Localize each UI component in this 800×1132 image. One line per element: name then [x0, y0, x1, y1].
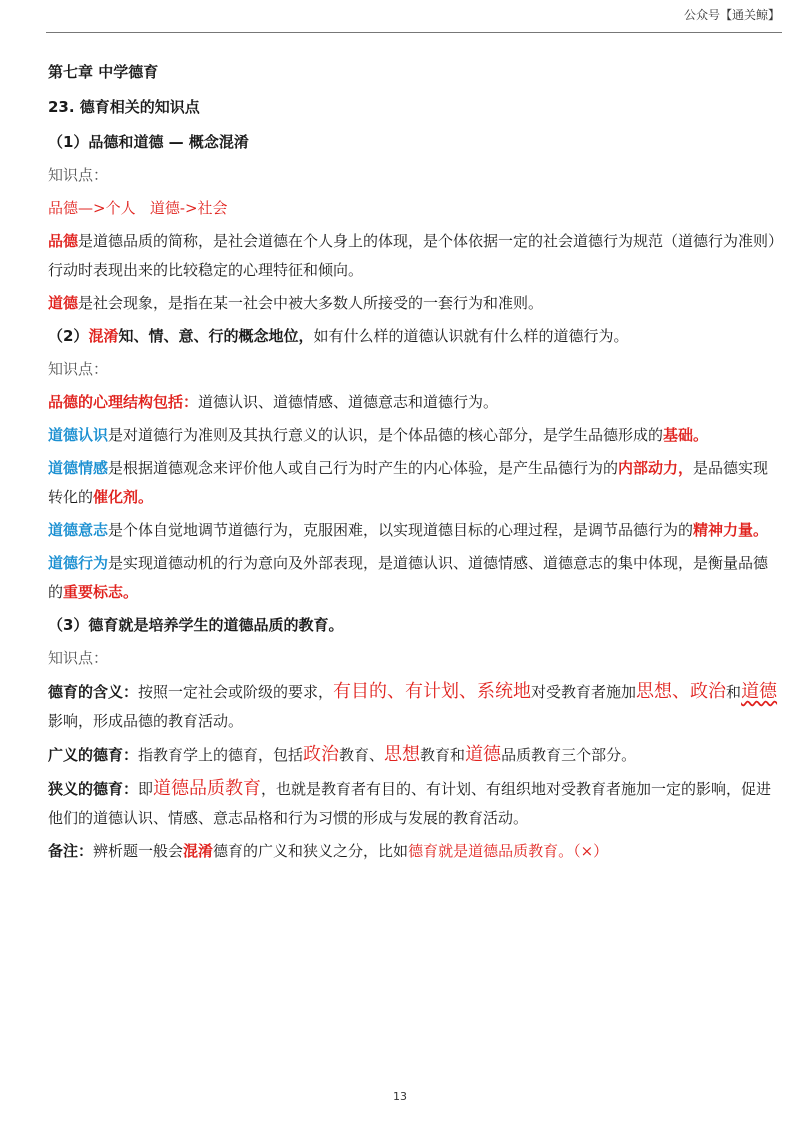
meaning-label: 德育的含义：	[48, 683, 139, 701]
part2-title-red: 混淆	[88, 327, 119, 345]
header-text: 公众号【通关鲸】	[683, 8, 780, 22]
structure-line	[48, 388, 778, 417]
part3-title: （3）德育就是培养学生的道德品质的教育。	[48, 616, 344, 634]
section-title: 23. 德育相关的知识点	[48, 98, 200, 116]
structure-label: 品德的心理结构包括：	[48, 393, 199, 411]
note-label: 备注：	[48, 842, 94, 860]
note-k1: 混淆	[183, 842, 214, 860]
note-t2: 德育的广义和狭义之分，比如	[213, 842, 409, 860]
part2-title-rest: 如有什么样的道德认识就有什么样的道德行为。	[313, 327, 629, 345]
note-t1: 辨析题一般会	[93, 842, 184, 860]
header-divider	[46, 32, 782, 33]
narrow-k1: 道德品质教育	[153, 778, 262, 799]
meaning-k1: 有目的、有计划、系统地	[333, 681, 532, 702]
note-k2: 德育就是道德品质教育。（×）	[408, 842, 609, 860]
meaning-k3: 道德	[741, 681, 778, 702]
qinggan-key2: 催化剂。	[93, 488, 154, 506]
pinde-def: 是道德品质的简称，是社会道德在个人身上的体现，是个体依据一定的社会道德行为规范（道德行为准则）行动时表现出来的比较稳定的心理特征和倾向。	[48, 232, 776, 279]
daode-term: 道德	[48, 294, 79, 312]
meaning-k2: 思想、政治	[636, 681, 727, 702]
renshi-definition	[48, 421, 778, 450]
moral-education-meaning	[48, 677, 778, 736]
qinggan-term: 道德情感	[48, 459, 109, 477]
narrow-moral-education	[48, 774, 778, 833]
meaning-t1: 按照一定社会或阶级的要求，	[138, 683, 334, 701]
xingwei-definition	[48, 549, 778, 607]
note-line	[48, 837, 778, 866]
broad-t1: 指教育学上的德育，包括	[138, 746, 304, 764]
broad-k2: 思想	[384, 744, 421, 765]
part2-title	[48, 322, 778, 351]
part2-kp-label: 知识点：	[48, 360, 109, 378]
xingwei-term: 道德行为	[48, 554, 109, 572]
xingwei-def: 是实现道德动机的行为意向及外部表现，是道德认识、道德情感、道德意志的集中体现，是衡量品德的	[48, 554, 769, 601]
qinggan-key: 内部动力，	[618, 459, 694, 477]
part3-kp-label: 知识点：	[48, 649, 109, 667]
broad-moral-education	[48, 740, 778, 770]
yizhi-def: 是个体自觉地调节道德行为，克服困难，以实现道德目标的心理过程，是调节品德行为的	[108, 521, 694, 539]
document-body	[48, 58, 778, 866]
renshi-def: 是对道德行为准则及其执行意义的认识，是个体品德的核心部分，是学生品德形成的	[108, 426, 664, 444]
narrow-t2: ，也就是教育者有目的、有计划、有组织地对受教育者施加一定的影响，促进他们的道德认识、情感、意志品格和行为习惯的形成与发展的教育活动。	[48, 780, 772, 827]
part2-title-bold: 知、情、意、行的概念地位，	[118, 327, 314, 345]
broad-t4: 品质教育三个部分。	[501, 746, 637, 764]
broad-t2: 教育、	[339, 746, 385, 764]
pinde-definition	[48, 227, 778, 285]
daode-definition	[48, 289, 778, 318]
renshi-key: 基础。	[663, 426, 709, 444]
chapter-title: 第七章 中学德育	[48, 63, 159, 81]
daode-def: 是社会现象，是指在某一社会中被大多数人所接受的一套行为和准则。	[78, 294, 544, 312]
xingwei-key: 重要标志。	[63, 583, 139, 601]
part1-contrast: 品德—>个人 道德->社会	[48, 199, 228, 217]
qinggan-def: 是根据道德观念来评价他人或自己行为时产生的内心体验，是产生品德行为的	[108, 459, 619, 477]
page-number: 13	[393, 1090, 407, 1103]
meaning-t3: 和	[726, 683, 742, 701]
qinggan-def2: 是品德实现转化的	[48, 459, 769, 506]
pinde-term: 品德	[48, 232, 79, 250]
yizhi-term: 道德意志	[48, 521, 109, 539]
meaning-t4: 影响，形成品德的教育活动。	[48, 712, 244, 730]
part2-title-prefix: （2）	[48, 327, 89, 345]
narrow-label: 狭义的德育：	[48, 780, 139, 798]
meaning-t2: 对受教育者施加	[531, 683, 637, 701]
narrow-t1: 即	[138, 780, 154, 798]
renshi-term: 道德认识	[48, 426, 109, 444]
broad-t3: 教育和	[420, 746, 466, 764]
part1-kp-label: 知识点：	[48, 166, 109, 184]
qinggan-definition	[48, 454, 778, 512]
yizhi-definition	[48, 516, 778, 545]
broad-k3: 道德	[465, 744, 502, 765]
broad-k1: 政治	[303, 744, 340, 765]
broad-label: 广义的德育：	[48, 746, 139, 764]
structure-text: 道德认识、道德情感、道德意志和道德行为。	[198, 393, 499, 411]
part1-title: （1）品德和道德 — 概念混淆	[48, 133, 249, 151]
yizhi-key: 精神力量。	[693, 521, 769, 539]
